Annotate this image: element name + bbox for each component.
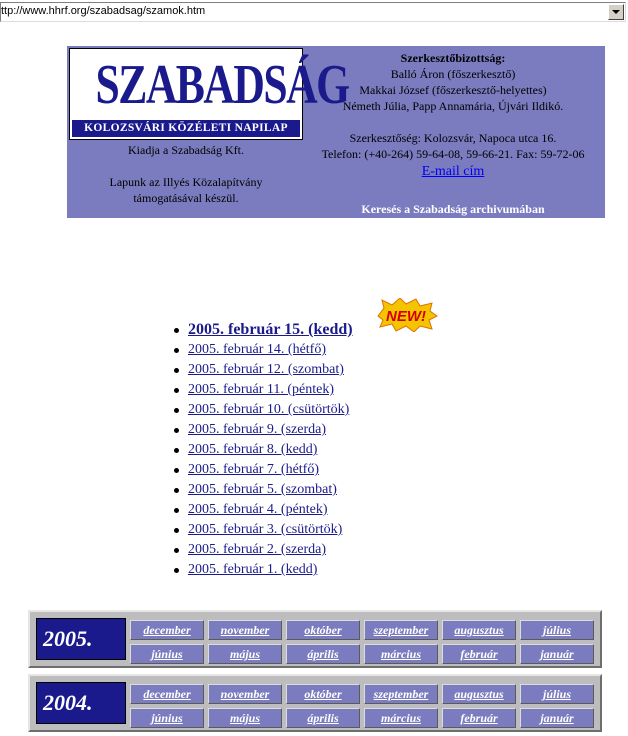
- month-link[interactable]: október: [286, 684, 360, 704]
- list-item: [174, 420, 353, 440]
- year-label: 2004.: [36, 682, 126, 724]
- issue-link[interactable]: 2005. február 4. (péntek): [188, 502, 328, 517]
- issue-link[interactable]: 2005. február 2. (szerda): [188, 542, 326, 557]
- new-badge-text: NEW!: [386, 308, 426, 325]
- issue-link[interactable]: 2005. február 5. (szombat): [188, 482, 337, 497]
- board-title: Szerkesztőbizottság:: [400, 51, 506, 65]
- issue-link[interactable]: 2005. február 15. (kedd): [188, 321, 353, 338]
- list-item: [174, 520, 353, 540]
- month-link[interactable]: május: [208, 708, 282, 728]
- address-dropdown-icon[interactable]: [608, 4, 624, 20]
- archive-search-link[interactable]: Keresés a Szabadság archivumában: [361, 202, 545, 216]
- month-link[interactable]: augusztus: [442, 684, 516, 704]
- list-item: [174, 360, 353, 380]
- address-url[interactable]: ttp://www.hhrf.org/szabadsag/szamok.htm: [1, 5, 206, 17]
- address-bar[interactable]: [0, 2, 626, 22]
- issue-link[interactable]: 2005. február 10. (csütörtök): [188, 402, 350, 417]
- email-link[interactable]: E-mail cím: [421, 164, 485, 179]
- list-item: [174, 400, 353, 420]
- month-link[interactable]: április: [286, 644, 360, 664]
- issue-list: [174, 308, 426, 580]
- board-line-3: Németh Júlia, Papp Annamária, Újvári Ildikó.: [342, 99, 564, 113]
- list-item: [174, 500, 353, 520]
- board-line-2: Makkai József (főszerkesztő-helyettes): [359, 83, 547, 97]
- issue-link[interactable]: 2005. február 7. (hétfő): [188, 462, 320, 477]
- month-link[interactable]: május: [208, 644, 282, 664]
- archive-panel-2005: [28, 610, 602, 668]
- support-line-1: Lapunk az Illyés Közalapítvány: [109, 175, 263, 189]
- logo-subtitle: KOLOZSVÁRI KÖZÉLETI NAPILAP: [72, 120, 300, 137]
- list-item: [174, 340, 353, 360]
- issue-link[interactable]: 2005. február 8. (kedd): [188, 442, 318, 457]
- month-link[interactable]: január: [520, 708, 594, 728]
- month-link[interactable]: szeptember: [364, 684, 438, 704]
- month-link[interactable]: június: [130, 708, 204, 728]
- publisher-info: [67, 142, 305, 206]
- masthead: [67, 46, 605, 218]
- list-item: [174, 460, 353, 480]
- month-link[interactable]: november: [208, 620, 282, 640]
- archive-panel-2004: [28, 674, 602, 732]
- logo: [69, 48, 349, 140]
- publisher-line: Kiadja a Szabadság Kft.: [128, 143, 244, 157]
- list-item: [174, 560, 353, 580]
- month-link[interactable]: augusztus: [442, 620, 516, 640]
- month-link[interactable]: július: [520, 684, 594, 704]
- office-line-2: Telefon: (+40-264) 59-64-08, 59-66-21. Fax: 59-72-06: [321, 147, 585, 161]
- list-item: [174, 540, 353, 560]
- month-link[interactable]: október: [286, 620, 360, 640]
- issue-link[interactable]: 2005. február 1. (kedd): [188, 562, 318, 577]
- month-link[interactable]: július: [520, 620, 594, 640]
- issue-link[interactable]: 2005. február 3. (csütörtök): [188, 522, 343, 537]
- month-link[interactable]: március: [364, 708, 438, 728]
- year-label: 2005.: [36, 618, 126, 660]
- month-link[interactable]: december: [130, 684, 204, 704]
- issue-link[interactable]: 2005. február 9. (szerda): [188, 422, 326, 437]
- month-link[interactable]: december: [130, 620, 204, 640]
- list-item: [174, 480, 353, 500]
- month-link[interactable]: április: [286, 708, 360, 728]
- month-link[interactable]: november: [208, 684, 282, 704]
- office-line-1: Szerkesztőség: Kolozsvár, Napoca utca 16.: [349, 131, 557, 145]
- month-link[interactable]: szeptember: [364, 620, 438, 640]
- support-line-2: támogatásával készül.: [133, 191, 239, 205]
- month-link[interactable]: március: [364, 644, 438, 664]
- month-link[interactable]: június: [130, 644, 204, 664]
- new-badge-icon: [374, 298, 438, 332]
- month-link[interactable]: február: [442, 708, 516, 728]
- list-item: [174, 440, 353, 460]
- editorial-info: [307, 50, 599, 182]
- issue-link[interactable]: 2005. február 11. (péntek): [188, 382, 335, 397]
- list-item: [174, 308, 426, 340]
- issue-link[interactable]: 2005. február 14. (hétfő): [188, 342, 327, 357]
- list-item: [174, 380, 353, 400]
- month-link[interactable]: február: [442, 644, 516, 664]
- month-link[interactable]: január: [520, 644, 594, 664]
- board-line-1: Balló Áron (főszerkesztő): [390, 67, 516, 81]
- issue-link[interactable]: 2005. február 12. (szombat): [188, 362, 344, 377]
- logo-word: SZABADSÁG: [95, 54, 349, 116]
